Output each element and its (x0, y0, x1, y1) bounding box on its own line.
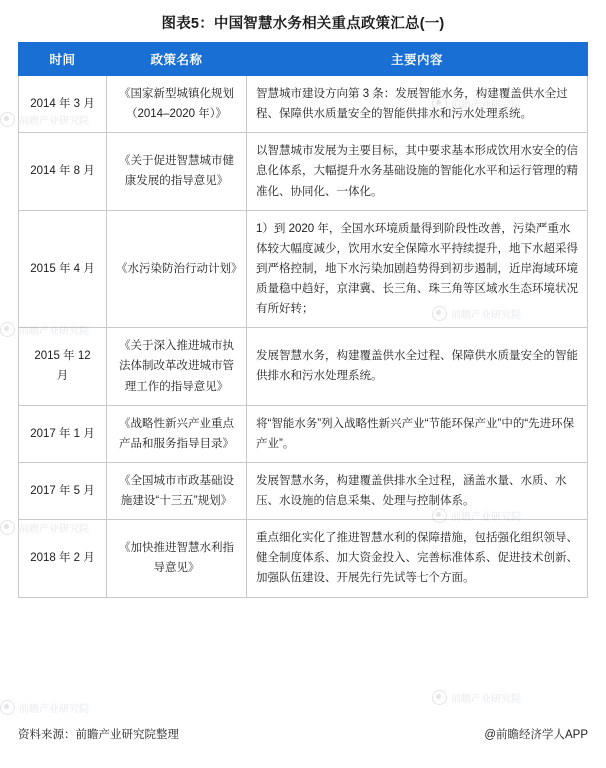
source-note: 资料来源：前瞻产业研究院整理 (18, 729, 179, 741)
cell-policy-name: 《关于促进智慧城市健康发展的指导意见》 (107, 133, 247, 210)
cell-content: 以智慧城市发展为主要目标，其中要求基本形成饮用水安全的信息化体系，大幅提升水务基础设施的智能化水平和运行管理的精准化、协同化、一体化。 (247, 133, 588, 210)
table-header-row (19, 43, 588, 76)
watermark-label: 前瞻产业研究院 (451, 100, 521, 111)
table-row (19, 328, 588, 405)
watermark-label: 前瞻产业研究院 (451, 512, 521, 523)
page-title: 图表5：中国智慧水务相关重点政策汇总(一) (161, 16, 445, 32)
cell-policy-name: 《加快推进智慧水利指导意见》 (107, 520, 247, 597)
watermark-label: 前瞻产业研究院 (451, 694, 521, 705)
cell-time: 2018 年 2 月 (19, 520, 107, 597)
cell-time: 2014 年 3 月 (19, 76, 107, 133)
cell-content: 发展智慧水务，构建覆盖供排水全过程，涵盖水量、水质、水压、水设施的信息采集、处理与控制体系。 (247, 462, 588, 519)
cell-content: 将“智能水务”列入战略性新兴产业“节能环保产业”中的“先进环保产业”。 (247, 405, 588, 462)
watermark-logo-icon (432, 690, 447, 705)
watermark (0, 700, 89, 715)
credit-note: @前瞻经济学人APP (484, 729, 588, 741)
cell-time: 2014 年 8 月 (19, 133, 107, 210)
table-row (19, 462, 588, 519)
watermark-logo-icon (0, 322, 15, 337)
cell-policy-name: 《国家新型城镇化规划（2014–2020 年）》 (107, 76, 247, 133)
cell-policy-name: 《战略性新兴产业重点产品和服务指导目录》 (107, 405, 247, 462)
watermark-logo-icon (0, 700, 15, 715)
watermark-label: 前瞻产业研究院 (451, 310, 521, 321)
cell-time: 2015 年 4 月 (19, 210, 107, 328)
column-header-name: 政策名称 (107, 43, 247, 76)
table-row (19, 210, 588, 328)
table-row (19, 76, 588, 133)
table-row (19, 133, 588, 210)
policy-table (18, 42, 588, 598)
table-row (19, 405, 588, 462)
cell-content: 重点细化实化了推进智慧水利的保障措施，包括强化组织领导、健全制度体系、加大资金投入、完善标准体系、促进技术创新、加强队伍建设、开展先行先试等七个方面。 (247, 520, 588, 597)
watermark-logo-icon (0, 112, 15, 127)
watermark (432, 690, 521, 705)
cell-policy-name: 《水污染防治行动计划》 (107, 210, 247, 328)
watermark-label: 前瞻产业研究院 (19, 524, 89, 535)
column-header-time: 时间 (19, 43, 107, 76)
column-header-content: 主要内容 (247, 43, 588, 76)
watermark-label: 前瞻产业研究院 (19, 704, 89, 715)
cell-policy-name: 《关于深入推进城市执法体制改革改进城市管理工作的指导意见》 (107, 328, 247, 405)
cell-time: 2017 年 5 月 (19, 462, 107, 519)
cell-time: 2017 年 1 月 (19, 405, 107, 462)
cell-policy-name: 《全国城市市政基础设施建设“十三五”规划》 (107, 462, 247, 519)
cell-content: 1）到 2020 年，全国水环境质量得到阶段性改善，污染严重水体较大幅度减少，饮用水安全保障水平持续提升，地下水超采得到严格控制，地下水污染加剧趋势得到初步遏制，近岸海域环境质量稳中趋好，京津冀、长三角、珠三角等区域水生态环境状况有所好转； (247, 210, 588, 328)
watermark-logo-icon (0, 520, 15, 535)
table-row (19, 520, 588, 597)
watermark-label: 前瞻产业研究院 (19, 116, 89, 127)
cell-content: 智慧城市建设方向第 3 条：发展智能水务，构建覆盖供水全过程、保障供水质量安全的智能供排水和污水处理系统。 (247, 76, 588, 133)
cell-content: 发展智慧水务，构建覆盖供水全过程、保障供水质量安全的智能供排水和污水处理系统。 (247, 328, 588, 405)
cell-time: 2015 年 12 月 (19, 328, 107, 405)
watermark-label: 前瞻产业研究院 (19, 326, 89, 337)
